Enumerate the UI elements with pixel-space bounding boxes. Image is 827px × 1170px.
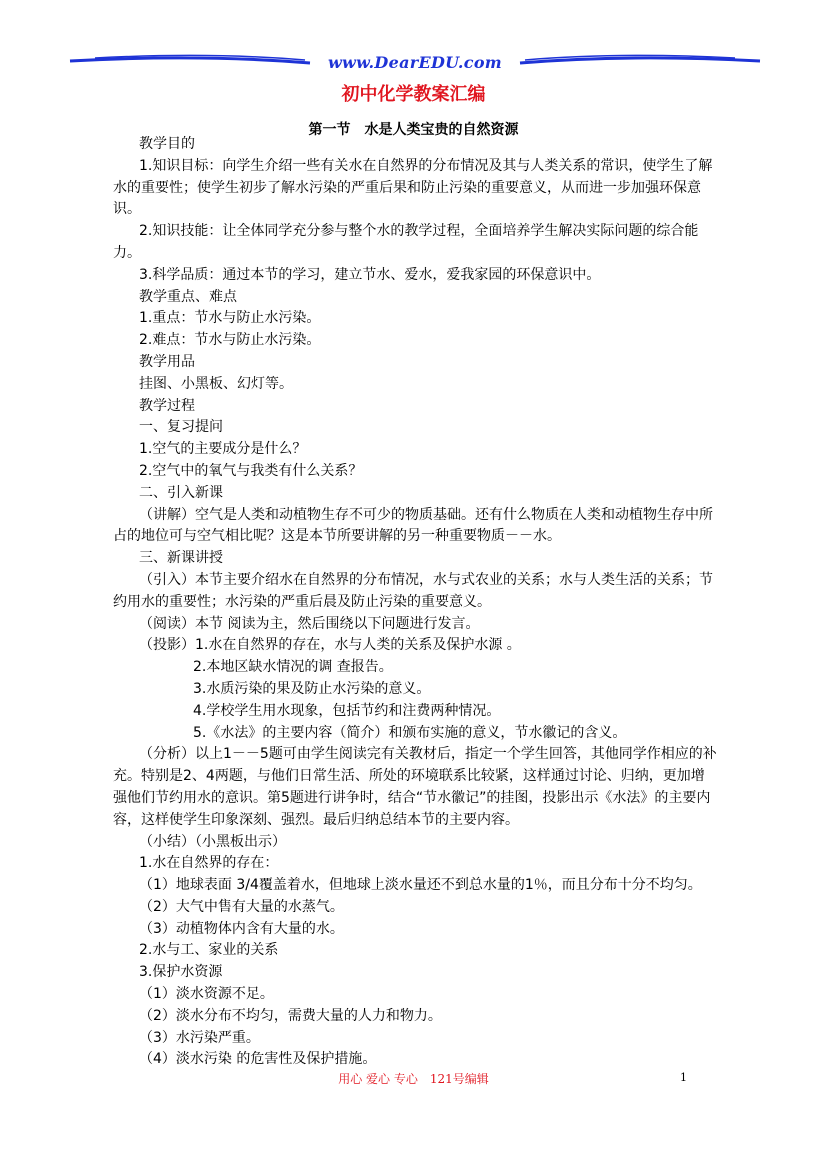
footer-text: 用心 爱心 专心 121号编辑 xyxy=(338,1072,489,1086)
summary-item-3: 3.保护水资源 xyxy=(139,964,223,981)
heading-materials: 教学用品 xyxy=(139,353,195,370)
paragraph-explanation: （讲解）空气是人类和动植物生存不可少的物质基础。还有什么物质在人类和动植物生存中所占的地位可与空气相比呢？这是本节所要讲解的另一种重要物质－－水。 xyxy=(113,506,713,545)
paragraph-skill-goal: 2.知识技能：让全体同学充分参与整个水的教学过程，全面培养学生解决实际问题的综合能力。 xyxy=(113,223,699,261)
materials-list: 挂图、小黑板、幻灯等。 xyxy=(139,375,293,392)
projection-item-4: 4.学校学生用水现象，包括节约和注费两种情况。 xyxy=(193,702,501,719)
document-title: 初中化学教案汇编 xyxy=(341,84,486,105)
summary-item-3-3: （3）水污染严重。 xyxy=(139,1029,260,1046)
summary-item-1-3: （3）动植物体内含有大量的水。 xyxy=(139,920,344,937)
projection-item-3: 3.水质污染的果及防止水污染的意义。 xyxy=(193,680,431,697)
summary-item-3-4: （4）淡水污染 的危害性及保护措施。 xyxy=(139,1051,377,1068)
paragraph-reading: （阅读）本节 阅读为主，然后围绕以下问题进行发言。 xyxy=(139,615,480,632)
paragraph-analysis: （分析）以上1－－5题可由学生阅读完有关教材后，指定一个学生回答，其他同学作相应的补充。特别是2、4两题，与他们日常生活、所处的环境联系比较紧，这样通过讨论、归纳，更加增强他们节约用水的意识。第5题进行讲争时，结合“节水徽记”的挂图，投影出示《水法》的主要内容，这样使学生印象深刻、强烈。最后归纳总结本节的主要内容。 xyxy=(113,746,717,828)
site-url[interactable]: www.DearEDU.com xyxy=(327,53,503,72)
review-question-2: 2.空气中的氧气与我类有什么关系？ xyxy=(139,462,363,479)
projection-item-2: 2.本地区缺水情况的调 查报告。 xyxy=(193,659,393,676)
section-introduction: 二、引入新课 xyxy=(139,484,223,501)
key-point-2: 2.难点：节水与防止水污染。 xyxy=(139,332,321,349)
paragraph-quality-goal: 3.科学品质：通过本节的学习，建立节水、爱水，爱我家园的环保意识中。 xyxy=(139,266,601,283)
heading-key-points: 教学重点、难点 xyxy=(139,288,237,305)
summary-item-3-1: （1）淡水资源不足。 xyxy=(139,986,274,1003)
key-point-1: 1.重点：节水与防止水污染。 xyxy=(139,310,321,327)
section-review: 一、复习提问 xyxy=(139,419,223,436)
paragraph-knowledge-goal: 1.知识目标：向学生介绍一些有关水在自然界的分布情况及其与人类关系的常识，使学生了解水的重要性；使学生初步了解水污染的严重后果和防止污染的重要意义，从而进一步加强环保意识。 xyxy=(113,157,713,218)
summary-item-1: 1.水在自然界的存在： xyxy=(139,855,279,872)
document-body xyxy=(113,134,718,1071)
section-new-lesson: 三、新课讲授 xyxy=(139,550,223,567)
summary-item-3-2: （2）淡水分布不均匀，需费大量的人力和物力。 xyxy=(139,1007,442,1024)
review-question-1: 1.空气的主要成分是什么？ xyxy=(139,441,307,458)
page-number: 1 xyxy=(680,1071,687,1084)
heading-summary: （小结）（小黑板出示） xyxy=(139,833,286,850)
section-title: 第一节 水是人类宝贵的自然资源 xyxy=(308,122,519,138)
projection-item-1: （投影）1.水在自然界的存在，水与人类的关系及保护水源 。 xyxy=(139,637,521,654)
paragraph-lead-in: （引入）本节主要介绍水在自然界的分布情况，水与式农业的关系；水与人类生活的关系；节约用水的重要性；水污染的严重后晨及防止污染的重要意义。 xyxy=(113,571,713,610)
projection-item-5: 5.《水法》的主要内容（简介）和颁布实施的意义，节水徽记的含义。 xyxy=(193,724,627,741)
header-banner xyxy=(0,0,827,80)
heading-objectives: 教学目的 xyxy=(139,136,195,152)
summary-item-1-2: （2）大气中售有大量的水蒸气。 xyxy=(139,898,344,915)
heading-process: 教学过程 xyxy=(139,397,195,414)
summary-item-2: 2.水与工、家业的关系 xyxy=(139,942,279,959)
summary-item-1-1: （1）地球表面 3/4覆盖着水，但地球上淡水量还不到总水量的1％，而且分布十分不均匀。 xyxy=(139,877,702,894)
